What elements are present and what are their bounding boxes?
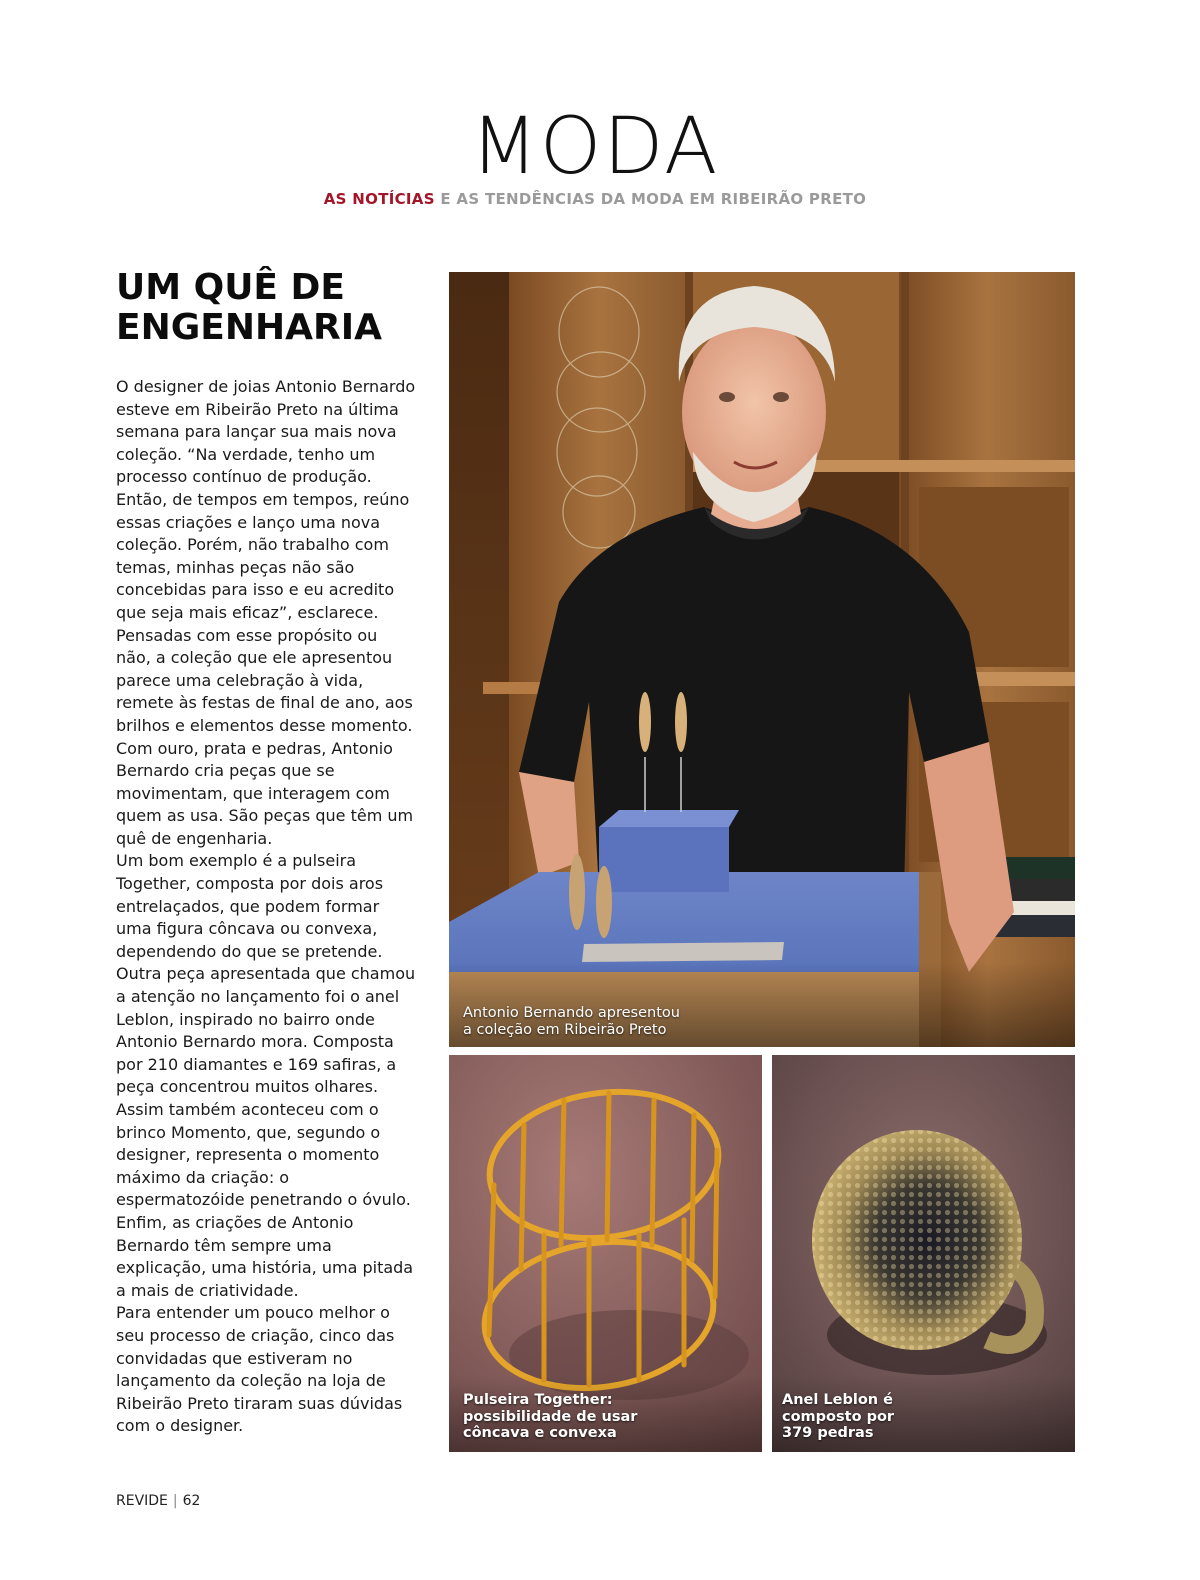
bracelet-caption	[463, 1392, 637, 1442]
article-paragraph: Enfim, as criações de Antonio Bernardo têm sempre uma explicação, uma história, uma pitada a mais de criatividade.	[116, 1212, 414, 1300]
headline-line: UM QUÊ DE	[116, 267, 346, 308]
folio-separator: |	[172, 1493, 178, 1509]
article-headline	[116, 268, 436, 348]
caption-line: possibilidade de usar	[463, 1408, 638, 1425]
headline-line: ENGENHARIA	[116, 307, 382, 348]
article-paragraph: Para entender um pouco melhor o seu processo de criação, cinco das convidadas que estiveram no lançamento da coleção na loja de Ribeirão Preto tiraram suas dúvidas com o designer.	[116, 1303, 403, 1436]
section-subtitle	[0, 190, 1190, 208]
page-folio	[116, 1493, 200, 1509]
caption-line: Pulseira Together:	[463, 1392, 613, 1408]
caption-line: Antonio Bernando apresentou	[463, 1005, 680, 1021]
caption-line: côncava e convexa	[463, 1425, 617, 1441]
article-paragraph: Outra peça apresentada que chamou a atenção no lançamento foi o anel Leblon, inspirado no bairro onde Antonio Bernardo mora. Composta por 210 diamantes e 169 safiras, a peça concentrou muitos olhares. Assim também aconteceu com o brinco Momento, que, segundo o designer, representa o momento máximo da criação: o espermatozóide penetrando o óvulo.	[116, 964, 416, 1210]
caption-line: Anel Leblon é	[782, 1392, 893, 1408]
section-title: MODA	[470, 102, 720, 192]
article-body	[116, 376, 416, 1438]
page-number: 62	[182, 1493, 201, 1509]
designer-photo-caption	[463, 1005, 680, 1038]
designer-photo-illustration	[449, 272, 1075, 1047]
magazine-name: REVIDE	[116, 1493, 168, 1509]
ring-caption	[782, 1392, 894, 1442]
article-paragraph: Um bom exemplo é a pulseira Together, composta por dois aros entrelaçados, que podem formar uma figura côncava ou convexa, dependendo do que se pretende.	[116, 851, 384, 961]
designer-photo	[449, 272, 1075, 1047]
article-paragraph: O designer de joias Antonio Bernardo esteve em Ribeirão Preto na última semana para lançar sua mais nova coleção. “Na verdade, tenho um processo contínuo de produção. Então, de tempos em tempos, reúno essas criações e lanço uma nova coleção. Porém, não trabalho com temas, minhas peças não são concebidas para isso e eu acredito que seja mais eficaz”, esclarece.	[116, 377, 416, 622]
subtitle-rest: E AS TENDÊNCIAS DA MODA EM RIBEIRÃO PRETO	[440, 190, 867, 208]
article-paragraph: Pensadas com esse propósito ou não, a coleção que ele apresentou parece uma celebração à vida, remete às festas de final de ano, aos brilhos e elementos desse momento. Com ouro, prata e pedras, Antonio Bernardo cria peças que se movimentam, que interagem com quem as usa. São peças que têm um quê de engenharia.	[116, 625, 414, 848]
caption-line: a coleção em Ribeirão Preto	[463, 1021, 667, 1038]
subtitle-highlight: AS NOTÍCIAS	[323, 190, 435, 208]
caption-line: composto por	[782, 1408, 895, 1425]
caption-line: 379 pedras	[782, 1425, 874, 1441]
